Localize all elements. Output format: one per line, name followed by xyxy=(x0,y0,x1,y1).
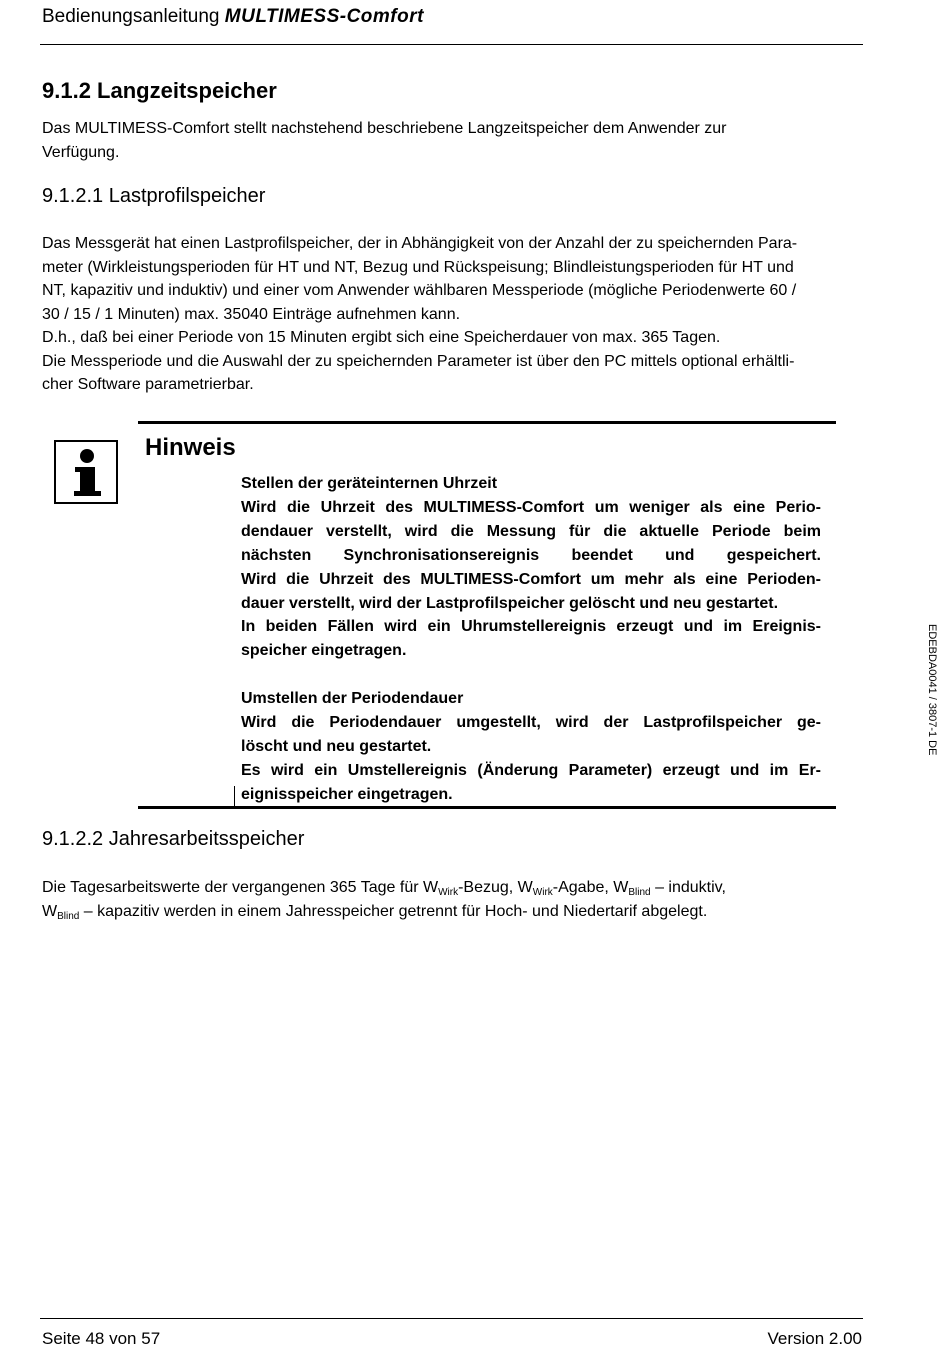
hinweis-line: Wird die Periodendauer umgestellt, wird der Lastprofilspeicher ge- xyxy=(241,714,821,732)
hinweis-line: dauer verstellt, wird der Lastprofilspeicher gelöscht und neu gestartet. xyxy=(241,594,779,612)
paragraph-line: Verfügung. xyxy=(42,143,120,161)
paragraph-line: Das MULTIMESS-Comfort stellt nachstehend beschriebene Langzeitspeicher dem Anwender zur xyxy=(42,120,727,137)
section-heading-912: 9.1.2 Langzeitspeicher xyxy=(42,78,277,103)
hinweis-line: löscht und neu gestartet. xyxy=(241,737,432,755)
paragraph-line: cher Software parametrierbar. xyxy=(42,376,254,393)
hinweis-line: Wird die Uhrzeit des MULTIMESS-Comfort um mehr als eine Perioden- xyxy=(241,570,821,588)
text-fragment: -Agabe, W xyxy=(552,879,629,896)
section-9122-paragraph xyxy=(42,876,862,923)
text-fragment: – induktiv, xyxy=(650,879,726,896)
header-brand: MULTIMESS-Comfort xyxy=(224,6,424,27)
text-fragment: -Bezug, W xyxy=(458,879,533,896)
paragraph-line: 30 / 15 / 1 Minuten) max. 35040 Einträge aufnehmen kann. xyxy=(42,305,461,323)
hinweis-subheading-periodendauer: Umstellen der Periodendauer xyxy=(241,690,464,708)
paragraph-line: D.h., daß bei einer Periode von 15 Minuten ergibt sich eine Speicherdauer von max. 365 Tagen. xyxy=(42,329,721,346)
hinweis-column-divider xyxy=(234,786,235,808)
section-heading-9122: 9.1.2.2 Jahresarbeitsspeicher xyxy=(42,828,305,850)
subscript: Blind xyxy=(628,887,651,898)
hinweis-line: Es wird ein Umstellereignis (Änderung Parameter) erzeugt und im Er- xyxy=(241,761,821,779)
hinweis-line: dendauer verstellt, wird die Messung für die aktuelle Periode beim xyxy=(241,522,821,540)
text-fragment: W xyxy=(42,902,58,920)
paragraph-line xyxy=(42,900,862,924)
paragraph-line xyxy=(42,876,862,900)
hinweis-line: Wird die Uhrzeit des MULTIMESS-Comfort um weniger als eine Perio- xyxy=(241,498,821,516)
subscript: Blind xyxy=(57,910,80,922)
text-fragment: – kapazitiv werden in einem Jahresspeicher getrennt für Hoch- und Niedertarif abgelegt. xyxy=(79,902,708,920)
hinweis-body xyxy=(241,472,821,807)
paragraph-line: Das Messgerät hat einen Lastprofilspeicher, der in Abhängigkeit von der Anzahl der zu speichernden Para- xyxy=(42,235,798,252)
header-rule xyxy=(40,44,863,45)
text-fragment: Die Tagesarbeitswerte der vergangenen 365 Tage für W xyxy=(42,879,439,896)
subscript: Wirk xyxy=(532,887,553,898)
hinweis-title: Hinweis xyxy=(145,434,236,461)
section-9121-paragraph xyxy=(42,232,862,397)
page-number: Seite 48 von 57 xyxy=(42,1329,161,1348)
hinweis-line: nächsten Synchronisationsereignis beendet und gespeichert. xyxy=(241,546,821,564)
hinweis-line: speicher eingetragen. xyxy=(241,642,407,660)
section-912-paragraph xyxy=(42,117,862,164)
paragraph-line: Die Messperiode und die Auswahl der zu speichernden Parameter ist über den PC mittels optional erhältli- xyxy=(42,352,795,370)
hinweis-top-rule xyxy=(138,421,836,424)
paragraph-line: NT, kapazitiv und induktiv) und einer vom Anwender wählbaren Messperiode (mögliche Periodenwerte 60 / xyxy=(42,282,797,299)
paragraph-line: meter (Wirkleistungsperioden für HT und NT, Bezug und Rückspeisung; Blindleistungsperioden für HT und xyxy=(42,258,794,276)
info-icon xyxy=(54,440,118,504)
hinweis-line: In beiden Fällen wird ein Uhrumstellereignis erzeugt und im Ereignis- xyxy=(241,618,821,636)
footer-rule xyxy=(40,1318,863,1319)
section-heading-9121: 9.1.2.1 Lastprofilspeicher xyxy=(42,185,266,207)
hinweis-line: eignisspeicher eingetragen. xyxy=(241,785,453,803)
hinweis-gap xyxy=(241,663,821,687)
hinweis-bottom-rule xyxy=(138,806,836,809)
subscript: Wirk xyxy=(438,887,459,898)
header-title: Bedienungsanleitung xyxy=(42,6,220,27)
info-icon-glyph xyxy=(56,442,116,502)
hinweis-subheading-uhrzeit: Stellen der geräteinternen Uhrzeit xyxy=(241,475,498,492)
version-label: Version 2.00 xyxy=(767,1329,862,1348)
document-code: EDEBDA0041 / 3807-1 DE xyxy=(926,624,938,756)
page-header xyxy=(42,6,424,28)
